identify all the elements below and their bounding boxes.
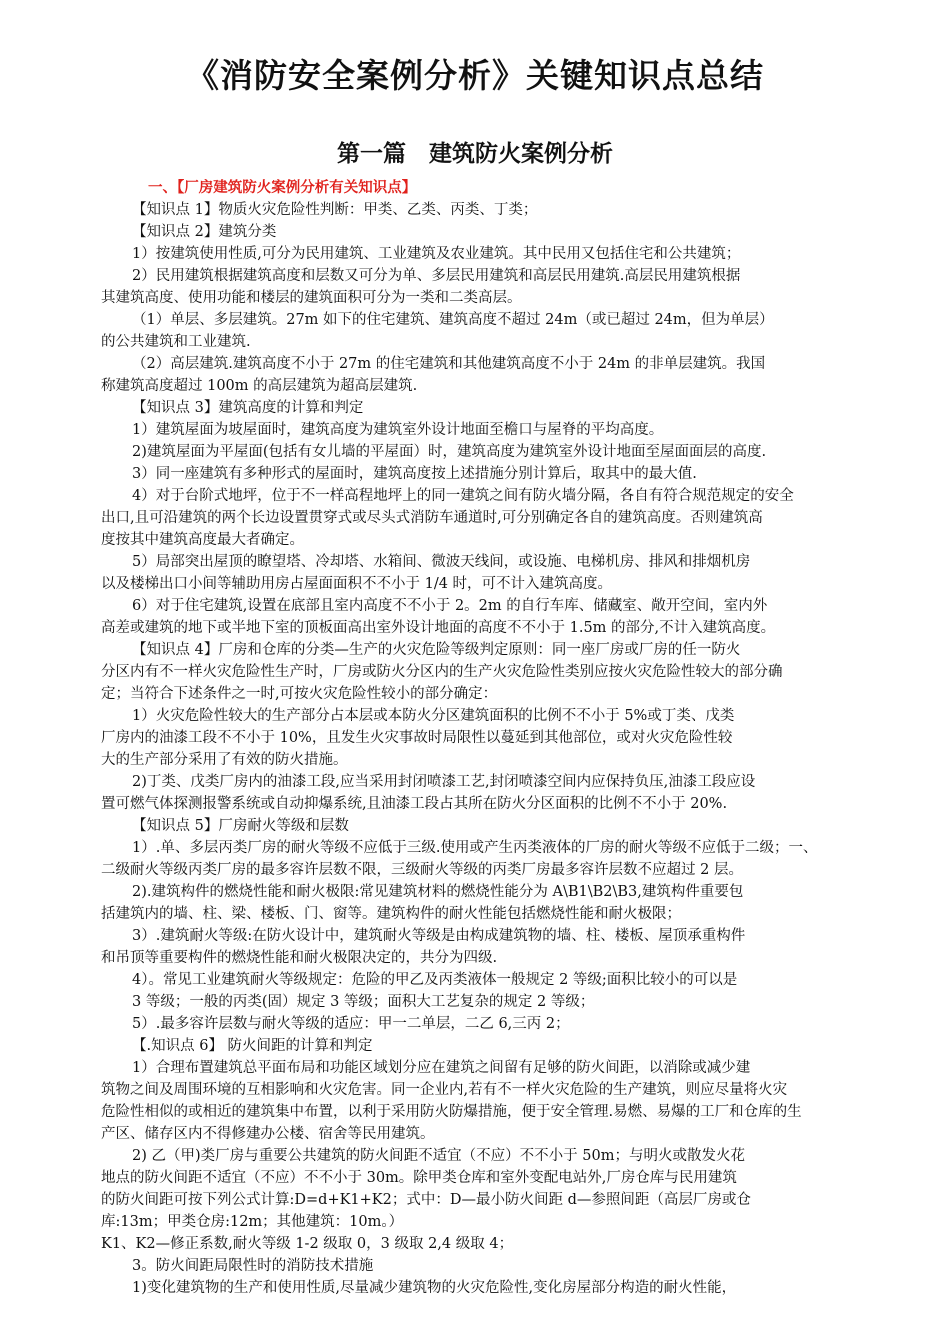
text-line: 产区、储存区内不得修建办公楼、宿舍等民用建筑。 (101, 1126, 435, 1142)
text-line: 置可燃气体探测报警系统或自动抑爆系统,且油漆工段占其所在防火分区面积的比例不不小于 20%. (101, 796, 728, 812)
text-line: 出口,且可沿建筑的两个长边设置贯穿式或尽头式消防车通道时,可分别确定各自的建筑高度。否则建筑高 (101, 510, 763, 526)
text-line: 3）.建筑耐火等级:在防火设计中，建筑耐火等级是由构成建筑物的墙、柱、楼板、屋顶承重构件 (132, 928, 746, 944)
text-line: 1）火灾危险性较大的生产部分占本层或本防火分区建筑面积的比例不不小于 5%或丁类、戊类 (132, 708, 735, 724)
text-line: 3。防火间距局限性时的消防技术措施 (132, 1258, 374, 1274)
text-line: 的公共建筑和工业建筑. (101, 334, 251, 350)
text-line: 2).建筑构件的燃烧性能和耐火极限:常见建筑材料的燃烧性能分为 A\B1\B2\B3,建筑构件重要包 (132, 884, 744, 900)
text-line: （1）单层、多层建筑。27m 如下的住宅建筑、建筑高度不超过 24m（或已超过 24m，但为单层） (132, 312, 774, 328)
text-line: 【知识点 5】厂房耐火等级和层数 (132, 818, 349, 834)
text-line: 以及楼梯出口小间等辅助用房占屋面面积不不小于 1/4 时，可不计入建筑高度。 (101, 576, 613, 592)
text-line: 筑物之间及周围环境的互相影响和火灾危害。同一企业内,若有不一样火灾危险的生产建筑，则应尽量将火灾 (101, 1082, 788, 1098)
text-line: 2）民用建筑根据建筑高度和层数又可分为单、多层民用建筑和高层民用建筑.高层民用建筑根据 (132, 268, 741, 284)
text-line: 2)丁类、戊类厂房内的油漆工段,应当采用封闭喷漆工艺,封闭喷漆空间内应保持负压,油漆工段应设 (132, 774, 756, 790)
text-line: 定；当符合下述条件之一时,可按火灾危险性较小的部分确定： (101, 686, 498, 702)
text-line: 高差或建筑的地下或半地下室的顶板面高出室外设计地面的高度不不小于 1.5m 的部分,不计入建筑高度。 (101, 620, 776, 636)
text-line: 库:13m；甲类仓房:12m；其他建筑：10m。） (101, 1214, 404, 1230)
text-line: 危险性相似的或相近的建筑集中布置，以利于采用防火防爆措施，便于安全管理.易燃、易爆的工厂和仓库的生 (101, 1104, 802, 1120)
text-line: 2)建筑屋面为平屋面(包括有女儿墙的平屋面）时，建筑高度为建筑室外设计地面至屋面面层的高度. (132, 444, 767, 460)
text-line: 【知识点 2】建筑分类 (132, 224, 277, 240)
text-line: 度按其中建筑高度最大者确定。 (101, 532, 304, 548)
text-line: 2) 乙（甲)类厂房与重要公共建筑的防火间距不适宜（不应）不不小于 50m；与明火或散发火花 (132, 1148, 745, 1164)
text-line: 称建筑高度超过 100m 的高层建筑为超高层建筑. (101, 378, 418, 394)
text-line: （2）高层建筑.建筑高度不小于 27m 的住宅建筑和其他建筑高度不小于 24m 的非单层建筑。我国 (132, 356, 766, 372)
text-line: 3）同一座建筑有多种形式的屋面时，建筑高度按上述措施分别计算后，取其中的最大值. (132, 466, 697, 482)
text-line: 4）。常见工业建筑耐火等级规定：危险的甲乙及丙类液体一般规定 2 等级;面积比较小的可以是 (132, 972, 738, 988)
document-title: 《消防安全案例分析》关键知识点总结 (186, 56, 764, 95)
text-line: 分区内有不一样火灾危险性生产时，厂房或防火分区内的生产火灾危险性类别应按火灾危险性较大的部分确 (101, 664, 783, 680)
text-line: 3 等级；一般的丙类(固）规定 3 等级；面积大工艺复杂的规定 2 等级； (132, 994, 595, 1010)
text-line: 5）.最多容许层数与耐火等级的适应：甲一二单层，二乙 6,三丙 2； (132, 1016, 570, 1032)
text-line: 厂房内的油漆工段不不小于 10%，且发生火灾事故时局限性以蔓延到其他部位，或对火灾危险性较 (101, 730, 733, 746)
text-line: 1）建筑屋面为坡屋面时，建筑高度为建筑室外设计地面至檐口与屋脊的平均高度。 (132, 422, 664, 438)
text-line: 【.知识点 6】 防火间距的计算和判定 (132, 1038, 373, 1054)
text-line: 括建筑内的墙、柱、梁、楼板、门、窗等。建筑构件的耐火性能包括燃烧性能和耐火极限； (101, 906, 681, 922)
text-line: 大的生产部分采用了有效的防火措施。 (101, 752, 348, 768)
text-line: 【知识点 3】建筑高度的计算和判定 (132, 400, 364, 416)
text-line: 其建筑高度、使用功能和楼层的建筑面积可分为一类和二类高层。 (101, 290, 522, 306)
text-line: 1）合理布置建筑总平面布局和功能区域划分应在建筑之间留有足够的防火间距，以消除或减少建 (132, 1060, 751, 1076)
text-line: 和吊顶等重要构件的燃烧性能和耐火极限决定的，共分为四级. (101, 950, 498, 966)
text-line: 6）对于住宅建筑,设置在底部且室内高度不不小于 2。2m 的自行车库、储藏室、敞开空间，室内外 (132, 598, 768, 614)
text-line: 1）按建筑使用性质,可分为民用建筑、工业建筑及农业建筑。其中民用又包括住宅和公共建筑； (132, 246, 741, 262)
text-line: 【知识点 4】厂房和仓库的分类—生产的火灾危险等级判定原则：同一座厂房或厂房的任一防火 (132, 642, 741, 658)
chapter-title: 第一篇 建筑防火案例分析 (337, 141, 613, 167)
text-line: 【知识点 1】物质火灾危险性判断：甲类、乙类、丙类、丁类； (132, 202, 538, 218)
section-heading: 一、【厂房建筑防火案例分析有关知识点】 (148, 180, 417, 196)
text-line: 二级耐火等级丙类厂房的最多容许层数不限，三级耐火等级的丙类厂房最多容许层数不应超过 2 层。 (101, 862, 743, 878)
text-line: K1、K2—修正系数,耐火等级 1-2 级取 0，3 级取 2,4 级取 4； (101, 1236, 514, 1252)
text-line: 地点的防火间距不适宜（不应）不不小于 30m。除甲类仓库和室外变配电站外,厂房仓库与民用建筑 (101, 1170, 737, 1186)
text-line: 的防火间距可按下列公式计算:D=d+K1+K2；式中：D—最小防火间距 d—参照间距（高层厂房或仓 (101, 1192, 751, 1208)
text-line: 4）对于台阶式地坪，位于不一样高程地坪上的同一建筑之间有防火墙分隔，各自有符合规范规定的安全 (132, 488, 794, 504)
text-line: 1)变化建筑物的生产和使用性质,尽量减少建筑物的火灾危险性,变化房屋部分构造的耐火性能， (132, 1280, 737, 1296)
text-line: 5）局部突出屋顶的瞭望塔、冷却塔、水箱间、微波天线间，或设施、电梯机房、排风和排烟机房 (132, 554, 751, 570)
text-line: 1）.单、多层丙类厂房的耐火等级不应低于三级.使用或产生丙类液体的厂房的耐火等级不应低于二级；一、 (132, 840, 818, 856)
